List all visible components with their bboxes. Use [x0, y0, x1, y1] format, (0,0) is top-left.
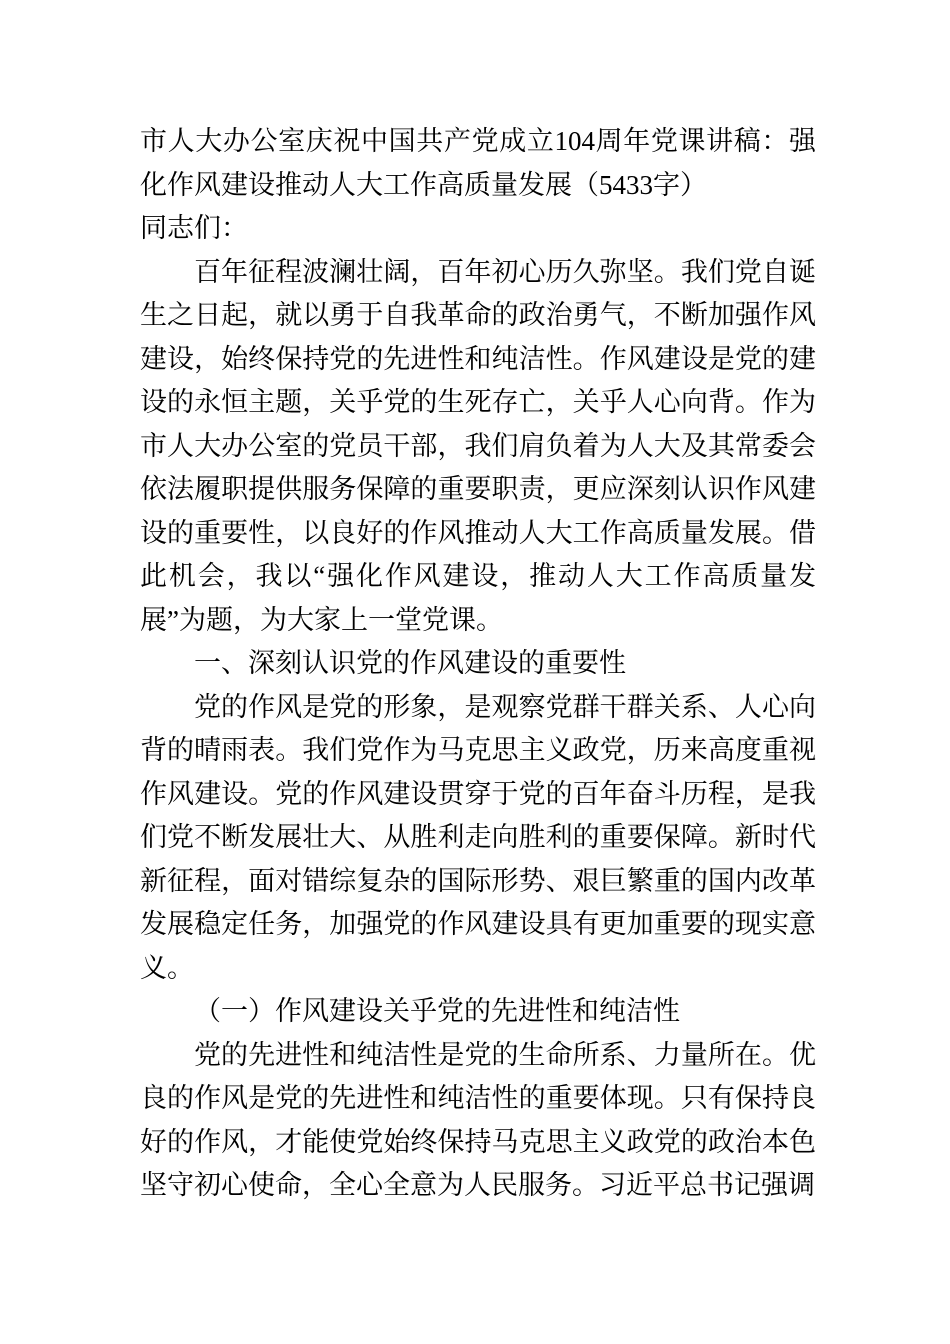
paragraph-subsection-1-1: 党的先进性和纯洁性是党的生命所系、力量所在。优良的作风是党的先进性和纯洁性的重要体现。只有保持良好的作风，才能使党始终保持马克思主义政党的政治本色坚守初心使命，全心全意为人民服务。习近平总书记强调	[140, 1039, 816, 1200]
subsection-1-1-heading: （一）作风建设关乎党的先进性和纯洁性	[194, 996, 680, 1026]
salutation: 同志们：	[140, 213, 248, 243]
paragraph-section-1: 党的作风是党的形象，是观察党群干群关系、人心向背的晴雨表。我们党作为马克思主义政党，历来高度重视作风建设。党的作风建设贯穿于党的百年奋斗历程，是我们党不断发展壮大、从胜利走向胜利的重要保障。新时代新征程，面对错综复杂的国际形势、艰巨繁重的国内改革发展稳定任务，加强党的作风建设具有更加重要的现实意义。	[140, 691, 816, 983]
paragraph-opening: 百年征程波澜壮阔，百年初心历久弥坚。我们党自诞生之日起，就以勇于自我革命的政治勇气，不断加强作风建设，始终保持党的先进性和纯洁性。作风建设是党的建设的永恒主题，关乎党的生死存亡，关乎人心向背。作为市人大办公室的党员干部，我们肩负着为人大及其常委会依法履职提供服务保障的重要职责，更应深刻认识作风建设的重要性，以良好的作风推动人大工作高质量发展。借此机会，我以“强化作风建设，推动人大工作高质量发展”为题，为大家上一堂党课。	[140, 256, 816, 635]
document-title: 市人大办公室庆祝中国共产党成立104周年党课讲稿：强化作风建设推动人大工作高质量发展（5433字）	[140, 126, 816, 200]
section-1-heading: 一、深刻认识党的作风建设的重要性	[194, 648, 626, 678]
